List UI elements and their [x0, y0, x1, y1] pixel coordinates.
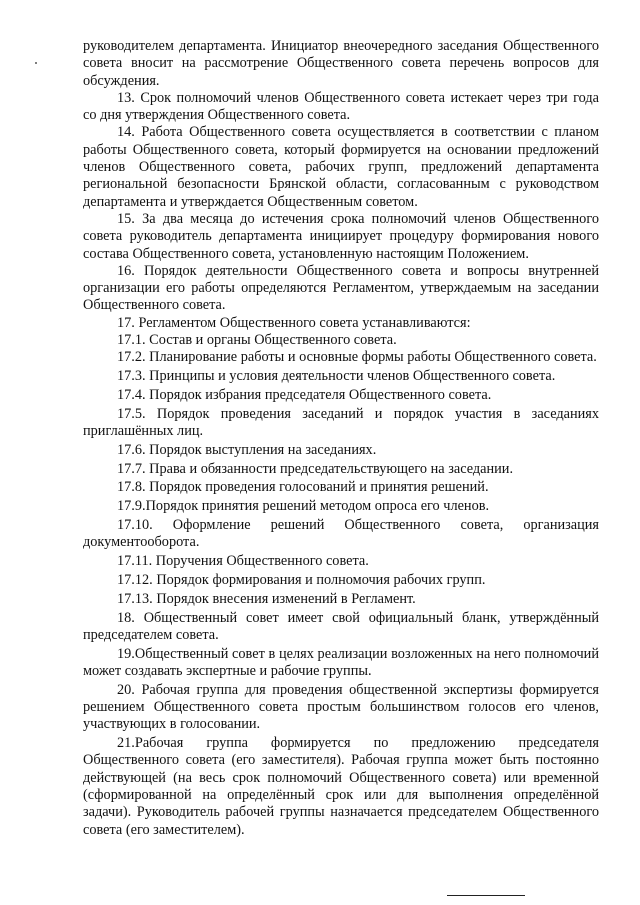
- paragraph-16: 16. Порядок деятельности Общественного совета и вопросы внутренней организации его работы определяются Регламентом, утверждаемым на заседании Общественного совета.: [83, 262, 599, 314]
- paragraph-17-8: 17.8. Порядок проведения голосований и принятия решений.: [117, 479, 489, 496]
- paragraph-17-2: 17.2. Планирование работы и основные формы работы Общественного совета.: [117, 349, 597, 366]
- paragraph-17-6: 17.6. Порядок выступления на заседаниях.: [117, 441, 377, 458]
- paragraph-continuation: руководителем департамента. Инициатор внеочередного заседания Общественного совета вносит на рассмотрение Общественного совета перечень вопросов для обсуждения.: [83, 38, 599, 89]
- paragraph-18: 18. Общественный совет имеет свой официальный бланк, утверждённый председателем совета.: [83, 609, 599, 643]
- paragraph-15: 15. За два месяца до истечения срока полномочий членов Общественного совета руководитель департамента инициирует процедуру формирования нового состава Общественного совета, установленную настоящим Положением.: [83, 210, 599, 262]
- scan-mark: [35, 62, 37, 64]
- paragraph-19: 19.Общественный совет в целях реализации возложенных на него полномочий может создавать экспертные и рабочие группы.: [83, 645, 599, 679]
- paragraph-17-7: 17.7. Права и обязанности председательствующего на заседании.: [117, 460, 514, 477]
- paragraph-17-5: 17.5. Порядок проведения заседаний и порядок участия в заседаниях приглашённых лиц.: [83, 405, 599, 440]
- paragraph-21: 21.Рабочая группа формируется по предложению председателя Общественного совета (его заместителя). Рабочая группа может быть постоянно действующей (на весь срок полномочий Общественного совета) или временной (сформированной на определённый срок или для выполнения определённой задачи). Руководитель рабочей группы назначается председателем Общественного совета (его заместителем).: [83, 735, 599, 838]
- paragraph-17-13: 17.13. Порядок внесения изменений в Регламент.: [117, 590, 416, 607]
- document-body: [83, 38, 599, 839]
- paragraph-14: 14. Работа Общественного совета осуществляется в соответствии с планом работы Общественного совета, который формируется на основании предложений членов Общественного совета, рабочих групп, предложений департамента региональной безопасности Брянской области, согласованным с руководством департамента и утверждается Общественным советом.: [83, 124, 599, 210]
- paragraph-17-1: 17.1. Состав и органы Общественного совета.: [117, 332, 397, 349]
- paragraph-17: 17. Регламентом Общественного совета устанавливаются:: [117, 314, 471, 331]
- paragraph-17-11: 17.11. Поручения Общественного совета.: [117, 553, 369, 570]
- footer-rule: [447, 895, 525, 896]
- paragraph-17-9: 17.9.Порядок принятия решений методом опроса его членов.: [117, 498, 490, 515]
- paragraph-13: 13. Срок полномочий членов Общественного совета истекает через три года со дня утверждения Общественного совета.: [83, 89, 599, 124]
- paragraph-17-10: 17.10. Оформление решений Общественного совета, организация документооборота.: [83, 517, 599, 551]
- paragraph-17-12: 17.12. Порядок формирования и полномочия рабочих групп.: [117, 571, 486, 588]
- paragraph-20: 20. Рабочая группа для проведения общественной экспертизы формируется решением Общественного совета простым большинством голосов его членов, участвующих в голосовании.: [83, 681, 599, 733]
- paragraph-17-3: 17.3. Принципы и условия деятельности членов Общественного совета.: [117, 368, 556, 385]
- paragraph-17-4: 17.4. Порядок избрания председателя Общественного совета.: [117, 386, 492, 403]
